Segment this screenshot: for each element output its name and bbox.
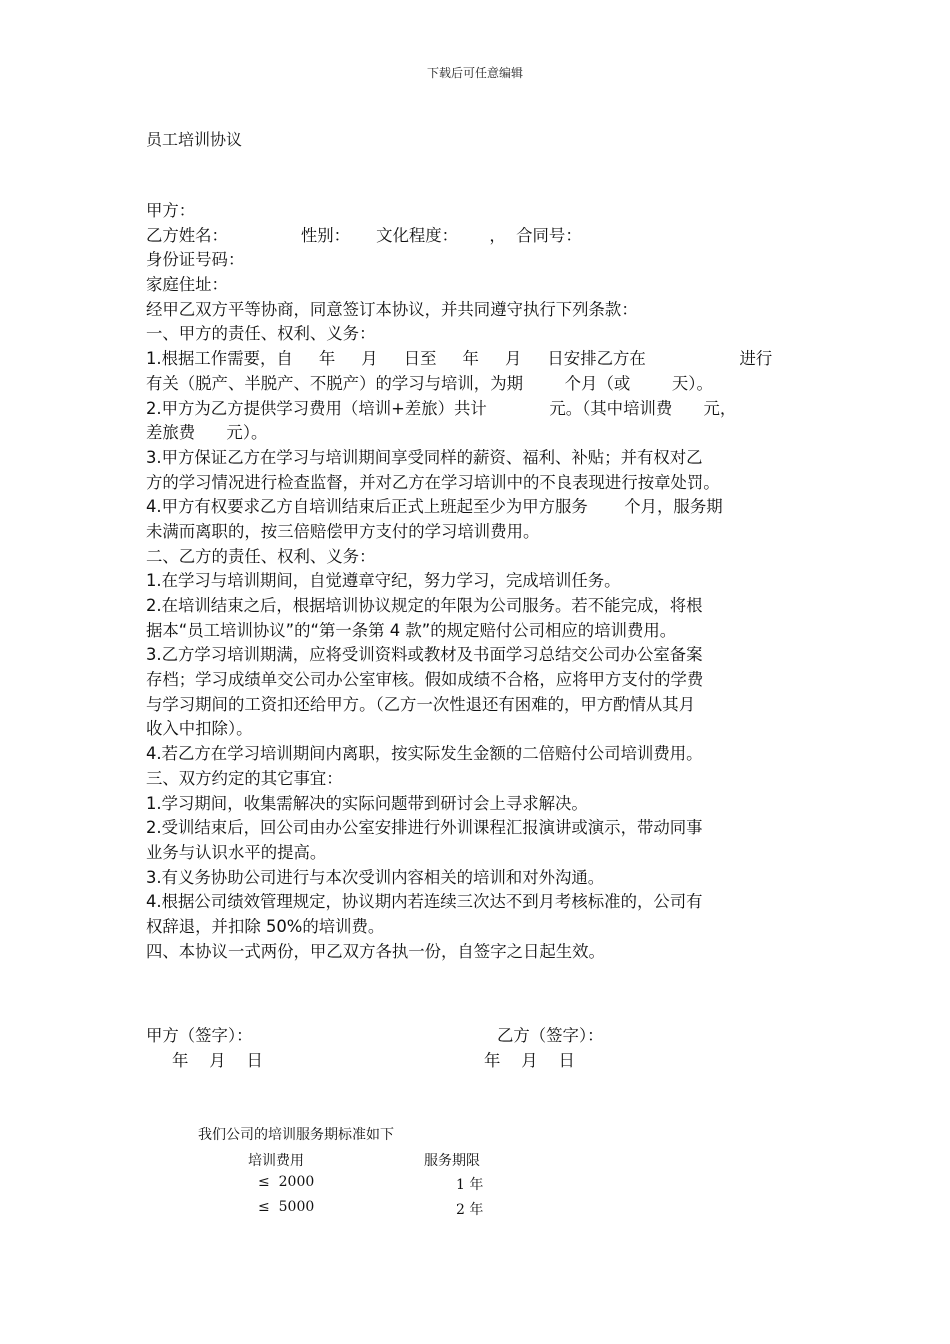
body-line: 1.根据工作需要，自 年 月 日至 年 月 日安排乙方在 进行 xyxy=(146,349,773,369)
column-header-fee: 培训费用 xyxy=(248,1153,304,1169)
body-line: 经甲乙双方平等协商，同意签订本协议，并共同遵守执行下列条款： xyxy=(146,299,638,319)
body-line: 3.乙方学习培训期满，应将受训资料或教材及书面学习总结交公司办公室备案 xyxy=(146,645,703,665)
body-line: 乙方姓名： 性别： 文化程度： ， 合同号： xyxy=(146,225,582,245)
body-line: 家庭住址： xyxy=(146,275,228,295)
body-line: 4.若乙方在学习培训期间内离职，按实际发生金额的二倍赔付公司培训费用。 xyxy=(146,744,703,764)
body-line: 2.在培训结束之后，根据培训协议规定的年限为公司服务。若不能完成，将根 xyxy=(146,596,703,615)
body-line: 3.有义务协助公司进行与本次受训内容相关的培训和对外沟通。 xyxy=(146,867,605,887)
body-line: 2.受训结束后，回公司由办公室安排进行外训课程汇报演讲或演示，带动同事 xyxy=(146,818,703,838)
party-b-signature-label: 乙方（签字）： xyxy=(497,1026,604,1045)
agreement-body xyxy=(146,199,812,964)
party-a-signature-label: 甲方（签字）： xyxy=(146,1026,253,1045)
body-line: 未满而离职的，按三倍赔偿甲方支付的学习培训费用。 xyxy=(146,521,540,541)
body-line: 存档；学习成绩单交公司办公室审核。假如成绩不合格，应将甲方支付的学费 xyxy=(146,670,704,690)
section-heading: 三、双方约定的其它事宜： xyxy=(146,768,343,788)
body-line: 1.在学习与培训期间，自觉遵章守纪，努力学习，完成培训任务。 xyxy=(146,571,621,591)
section-heading: 一、甲方的责任、权利、义务： xyxy=(146,324,376,344)
section-heading: 四、本协议一式两份，甲乙双方各执一份，自签字之日起生效。 xyxy=(146,941,605,961)
body-line: 甲方： xyxy=(146,201,196,220)
body-line: 3.甲方保证乙方在学习与培训期间享受同样的薪资、福利、补贴；并有权对乙 xyxy=(146,447,703,467)
body-line: 4.甲方有权要求乙方自培训结束后正式上班起至少为甲方服务 个月，服务期 xyxy=(146,497,723,517)
body-line: 方的学习情况进行检查监督，并对乙方在学习培训中的不良表现进行按章处罚。 xyxy=(146,472,720,492)
service-standard-intro: 我们公司的培训服务期标准如下 xyxy=(198,1127,394,1143)
body-line: 业务与认识水平的提高。 xyxy=(146,842,327,862)
table-cell-fee: ≤ 2000 xyxy=(258,1174,315,1190)
table-cell-fee: ≤ 5000 xyxy=(258,1199,315,1215)
body-line: 有关（脱产、半脱产、不脱产）的学习与培训，为期 个月（或 天）。 xyxy=(146,373,713,393)
header-note: 下载后可任意编辑 xyxy=(426,66,523,80)
section-heading: 二、乙方的责任、权利、义务： xyxy=(146,546,376,566)
party-a-date: 年 月 日 xyxy=(172,1051,263,1070)
body-line: 4.根据公司绩效管理规定，协议期内若连续三次达不到月考核标准的，公司有 xyxy=(146,892,703,912)
table-cell-period: 2 年 xyxy=(456,1202,484,1218)
body-line: 权辞退，并扣除 50%的培训费。 xyxy=(146,916,385,936)
body-line: 收入中扣除）。 xyxy=(146,719,253,739)
table-cell-period: 1 年 xyxy=(456,1177,484,1193)
document-title: 员工培训协议 xyxy=(146,130,243,149)
body-line: 身份证号码： xyxy=(146,250,245,270)
body-line: 2.甲方为乙方提供学习费用（培训+差旅）共计 元。（其中培训费 元， xyxy=(146,398,737,418)
body-line: 与学习期间的工资扣还给甲方。（乙方一次性退还有困难的，甲方酌情从其月 xyxy=(146,694,696,714)
party-b-date: 年 月 日 xyxy=(484,1051,575,1070)
body-line: 1.学习期间，收集需解决的实际问题带到研讨会上寻求解决。 xyxy=(146,793,588,813)
body-line: 差旅费 元）。 xyxy=(146,423,268,443)
body-line: 据本“员工培训协议”的“第一条第 4 款”的规定赔付公司相应的培训费用。 xyxy=(146,620,677,640)
column-header-period: 服务期限 xyxy=(424,1153,480,1169)
